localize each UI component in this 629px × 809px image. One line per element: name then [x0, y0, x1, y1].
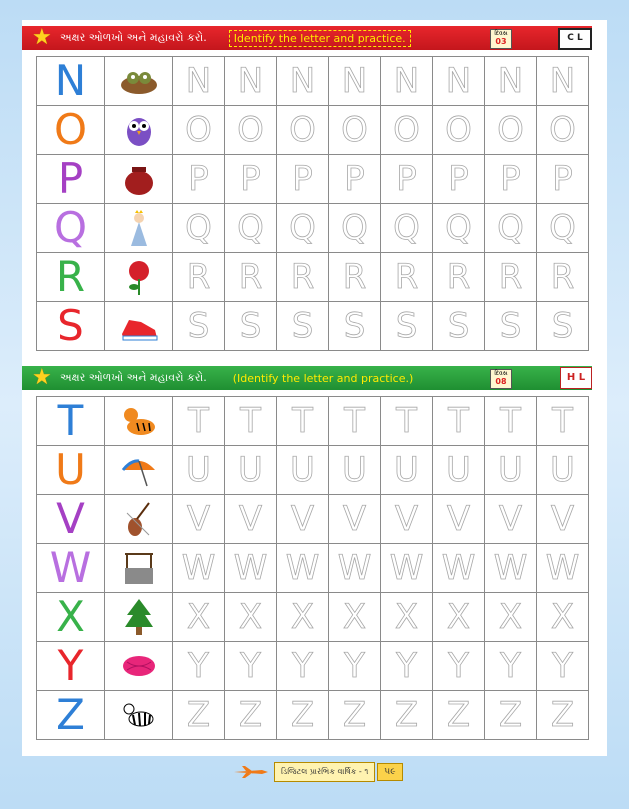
- trace-letter: Z: [550, 695, 575, 735]
- trace-cell[interactable]: [225, 302, 277, 351]
- violin-icon: [119, 499, 159, 539]
- trace-letter: W: [493, 548, 528, 588]
- trace-letter: R: [238, 257, 263, 297]
- picture-cell: [105, 106, 173, 155]
- letter-u: U: [55, 445, 86, 494]
- trace-letter: Y: [396, 646, 417, 686]
- trace-cell[interactable]: [329, 106, 381, 155]
- trace-letter: O: [289, 110, 316, 150]
- trace-letter: P: [188, 159, 209, 199]
- trace-cell[interactable]: [485, 691, 537, 740]
- trace-cell[interactable]: [329, 691, 381, 740]
- trace-cell[interactable]: [225, 495, 277, 544]
- trace-letter: U: [394, 450, 419, 490]
- trace-cell[interactable]: [381, 155, 433, 204]
- trace-letter: X: [446, 597, 471, 637]
- letter-row-y: [37, 642, 589, 691]
- trace-cell[interactable]: [537, 495, 589, 544]
- trace-letter: Q: [549, 208, 576, 248]
- picture-cell: [105, 302, 173, 351]
- trace-letter: Z: [394, 695, 419, 735]
- trace-letter: Y: [500, 646, 521, 686]
- trace-cell[interactable]: [329, 253, 381, 302]
- trace-letter: X: [342, 597, 367, 637]
- letter-row-o: [37, 106, 589, 155]
- picture-cell: [105, 642, 173, 691]
- letter-w: W: [49, 543, 92, 592]
- trace-cell[interactable]: [329, 593, 381, 642]
- page-number: ૫૯: [377, 763, 402, 781]
- trace-letter: Z: [498, 695, 523, 735]
- letter-cell: [37, 155, 105, 204]
- trace-cell[interactable]: [537, 397, 589, 446]
- trace-cell[interactable]: [485, 397, 537, 446]
- trace-cell[interactable]: [329, 155, 381, 204]
- trace-cell[interactable]: [381, 397, 433, 446]
- picture-cell: [105, 397, 173, 446]
- trace-letter: T: [396, 401, 417, 441]
- queen-icon: [119, 208, 159, 248]
- trace-letter: S: [343, 306, 366, 346]
- trace-letter: R: [342, 257, 367, 297]
- trace-letter: V: [238, 499, 263, 539]
- trace-letter: V: [498, 499, 523, 539]
- trace-letter: S: [551, 306, 574, 346]
- yarn-icon: [119, 646, 159, 686]
- trace-cell[interactable]: [433, 57, 485, 106]
- letter-cell: [37, 593, 105, 642]
- trace-letter: P: [448, 159, 469, 199]
- trace-letter: R: [498, 257, 523, 297]
- star-icon: ★: [32, 365, 52, 390]
- trace-cell[interactable]: [537, 593, 589, 642]
- letter-cell: [37, 204, 105, 253]
- trace-letter: Y: [552, 646, 573, 686]
- trace-cell[interactable]: [537, 302, 589, 351]
- trace-letter: O: [393, 110, 420, 150]
- trace-cell[interactable]: [381, 253, 433, 302]
- trace-cell[interactable]: [381, 593, 433, 642]
- trace-letter: Z: [186, 695, 211, 735]
- picture-cell: [105, 544, 173, 593]
- trace-cell[interactable]: [277, 302, 329, 351]
- trace-letter: Y: [448, 646, 469, 686]
- trace-cell[interactable]: [225, 106, 277, 155]
- trace-cell[interactable]: [381, 57, 433, 106]
- trace-letter: T: [188, 401, 209, 441]
- trace-cell[interactable]: [277, 106, 329, 155]
- trace-letter: X: [186, 597, 211, 637]
- trace-letter: N: [237, 61, 264, 101]
- trace-cell[interactable]: [225, 253, 277, 302]
- trace-cell[interactable]: [277, 57, 329, 106]
- trace-cell[interactable]: [537, 446, 589, 495]
- trace-cell[interactable]: [329, 302, 381, 351]
- trace-letter: O: [237, 110, 264, 150]
- trace-cell[interactable]: [277, 204, 329, 253]
- trace-letter: V: [186, 499, 211, 539]
- letter-cell: [37, 397, 105, 446]
- zebra-icon: [119, 695, 159, 735]
- trace-cell[interactable]: [485, 544, 537, 593]
- trace-letter: U: [290, 450, 315, 490]
- trace-letter: N: [185, 61, 212, 101]
- umbrella-icon: [119, 450, 159, 490]
- shoe-icon: [119, 306, 159, 346]
- trace-letter: N: [393, 61, 420, 101]
- trace-cell[interactable]: [329, 204, 381, 253]
- trace-cell[interactable]: [225, 446, 277, 495]
- trace-cell[interactable]: [485, 253, 537, 302]
- trace-cell[interactable]: [329, 495, 381, 544]
- letter-t: T: [57, 396, 84, 445]
- trace-cell[interactable]: [537, 642, 589, 691]
- tiger-icon: [119, 401, 159, 441]
- picture-cell: [105, 155, 173, 204]
- trace-letter: X: [394, 597, 419, 637]
- trace-cell[interactable]: [433, 642, 485, 691]
- trace-cell[interactable]: [277, 253, 329, 302]
- trace-letter: N: [445, 61, 472, 101]
- trace-letter: P: [240, 159, 261, 199]
- trace-letter: Q: [185, 208, 212, 248]
- letter-row-u: [37, 446, 589, 495]
- trace-letter: W: [233, 548, 268, 588]
- trace-letter: Y: [240, 646, 261, 686]
- letter-row-r: [37, 253, 589, 302]
- trace-cell[interactable]: [173, 397, 225, 446]
- letter-row-v: [37, 495, 589, 544]
- trace-letter: W: [181, 548, 216, 588]
- letter-row-s: [37, 302, 589, 351]
- trace-cell[interactable]: [173, 642, 225, 691]
- letter-cell: [37, 106, 105, 155]
- trace-letter: U: [498, 450, 523, 490]
- letter-n: N: [54, 56, 87, 105]
- trace-letter: Y: [188, 646, 209, 686]
- letter-row-p: [37, 155, 589, 204]
- airplane-icon: [232, 765, 270, 779]
- trace-letter: U: [550, 450, 575, 490]
- well-icon: [119, 548, 159, 588]
- trace-cell[interactable]: [485, 155, 537, 204]
- trace-letter: W: [441, 548, 476, 588]
- trace-cell[interactable]: [225, 57, 277, 106]
- trace-cell[interactable]: [173, 593, 225, 642]
- day-box: દિવસ 03: [490, 29, 512, 49]
- trace-cell[interactable]: [381, 302, 433, 351]
- letter-cell: [37, 57, 105, 106]
- trace-cell[interactable]: [173, 155, 225, 204]
- trace-cell[interactable]: [329, 397, 381, 446]
- letter-s: S: [57, 301, 84, 350]
- letter-cell: [37, 691, 105, 740]
- trace-cell[interactable]: [485, 446, 537, 495]
- trace-cell[interactable]: [433, 397, 485, 446]
- trace-cell[interactable]: [173, 691, 225, 740]
- letter-v: V: [56, 494, 85, 543]
- trace-letter: X: [498, 597, 523, 637]
- letter-cell: [37, 302, 105, 351]
- trace-cell[interactable]: [485, 495, 537, 544]
- xmas-tree-icon: [119, 597, 159, 637]
- letter-q: Q: [53, 203, 88, 252]
- trace-cell[interactable]: [277, 544, 329, 593]
- pot-icon: [119, 159, 159, 199]
- trace-cell[interactable]: [173, 495, 225, 544]
- trace-letter: O: [185, 110, 212, 150]
- trace-cell[interactable]: [225, 204, 277, 253]
- trace-letter: Q: [289, 208, 316, 248]
- trace-letter: Q: [445, 208, 472, 248]
- letter-cell: [37, 253, 105, 302]
- trace-cell[interactable]: [537, 544, 589, 593]
- trace-letter: T: [292, 401, 313, 441]
- instruction-english: Identify the letter and practice.: [229, 30, 411, 47]
- trace-letter: X: [290, 597, 315, 637]
- letter-row-z: [37, 691, 589, 740]
- letter-cell: [37, 544, 105, 593]
- instruction-gujarati: અક્ષર ઓળખો અને મહાવરો કરો.: [60, 31, 207, 44]
- trace-letter: W: [285, 548, 320, 588]
- trace-letter: V: [394, 499, 419, 539]
- trace-letter: Q: [341, 208, 368, 248]
- trace-letter: Y: [344, 646, 365, 686]
- trace-cell[interactable]: [433, 495, 485, 544]
- letter-row-x: [37, 593, 589, 642]
- trace-cell[interactable]: [381, 544, 433, 593]
- trace-cell[interactable]: [225, 155, 277, 204]
- letter-o: O: [53, 105, 88, 154]
- badge-cl: C L: [558, 28, 592, 50]
- trace-letter: X: [238, 597, 263, 637]
- trace-letter: Q: [237, 208, 264, 248]
- trace-letter: Q: [497, 208, 524, 248]
- trace-cell[interactable]: [277, 446, 329, 495]
- trace-letter: S: [239, 306, 262, 346]
- letter-row-q: [37, 204, 589, 253]
- nest-icon: [119, 61, 159, 101]
- trace-letter: W: [545, 548, 580, 588]
- trace-cell[interactable]: [329, 642, 381, 691]
- trace-cell[interactable]: [277, 155, 329, 204]
- trace-letter: V: [550, 499, 575, 539]
- trace-letter: S: [447, 306, 470, 346]
- trace-cell[interactable]: [485, 57, 537, 106]
- trace-letter: T: [240, 401, 261, 441]
- trace-cell[interactable]: [225, 544, 277, 593]
- trace-letter: U: [342, 450, 367, 490]
- trace-cell[interactable]: [433, 593, 485, 642]
- trace-cell[interactable]: [277, 593, 329, 642]
- trace-letter: N: [497, 61, 524, 101]
- trace-letter: Z: [290, 695, 315, 735]
- trace-letter: O: [497, 110, 524, 150]
- trace-cell[interactable]: [537, 155, 589, 204]
- trace-cell[interactable]: [433, 302, 485, 351]
- trace-letter: S: [499, 306, 522, 346]
- star-icon: ★: [32, 25, 52, 50]
- trace-cell[interactable]: [433, 106, 485, 155]
- trace-letter: P: [552, 159, 573, 199]
- trace-letter: P: [292, 159, 313, 199]
- letter-row-w: [37, 544, 589, 593]
- letter-cell: [37, 642, 105, 691]
- trace-cell[interactable]: [173, 106, 225, 155]
- trace-letter: X: [550, 597, 575, 637]
- picture-cell: [105, 253, 173, 302]
- trace-cell[interactable]: [381, 204, 433, 253]
- trace-cell[interactable]: [381, 446, 433, 495]
- trace-cell[interactable]: [485, 642, 537, 691]
- trace-letter: W: [389, 548, 424, 588]
- trace-letter: W: [337, 548, 372, 588]
- instruction-english: (Identify the letter and practice.): [232, 371, 414, 385]
- trace-letter: P: [396, 159, 417, 199]
- trace-letter: V: [342, 499, 367, 539]
- picture-cell: [105, 57, 173, 106]
- trace-cell[interactable]: [277, 495, 329, 544]
- trace-letter: T: [344, 401, 365, 441]
- page-footer: [232, 762, 403, 782]
- trace-cell[interactable]: [537, 204, 589, 253]
- trace-cell[interactable]: [433, 155, 485, 204]
- trace-letter: T: [448, 401, 469, 441]
- trace-cell[interactable]: [277, 691, 329, 740]
- day-box: દિવસ 08: [490, 369, 512, 389]
- letter-row-t: [37, 397, 589, 446]
- trace-cell[interactable]: [225, 691, 277, 740]
- trace-cell[interactable]: [225, 642, 277, 691]
- trace-cell[interactable]: [329, 544, 381, 593]
- trace-cell[interactable]: [329, 57, 381, 106]
- tracing-grid-1: [36, 56, 589, 351]
- trace-letter: N: [549, 61, 576, 101]
- trace-cell[interactable]: [433, 253, 485, 302]
- letter-p: P: [57, 154, 84, 203]
- trace-letter: Z: [446, 695, 471, 735]
- trace-cell[interactable]: [225, 593, 277, 642]
- picture-cell: [105, 691, 173, 740]
- trace-cell[interactable]: [485, 302, 537, 351]
- trace-letter: Y: [292, 646, 313, 686]
- instruction-gujarati: અક્ષર ઓળખો અને મહાવરો કરો.: [60, 371, 207, 384]
- section-banner-1: [22, 26, 592, 50]
- trace-letter: O: [341, 110, 368, 150]
- trace-letter: R: [290, 257, 315, 297]
- trace-letter: V: [290, 499, 315, 539]
- trace-letter: Z: [342, 695, 367, 735]
- trace-cell[interactable]: [537, 57, 589, 106]
- trace-cell[interactable]: [485, 593, 537, 642]
- rose-icon: [119, 257, 159, 297]
- trace-letter: N: [341, 61, 368, 101]
- letter-y: Y: [57, 641, 84, 690]
- trace-letter: R: [550, 257, 575, 297]
- trace-cell[interactable]: [173, 204, 225, 253]
- book-title: ડિજિટલ પ્રારંભિક વાર્ષિક - ૧: [274, 762, 375, 782]
- trace-cell[interactable]: [225, 397, 277, 446]
- trace-letter: U: [186, 450, 211, 490]
- tracing-grid-2: [36, 396, 589, 740]
- trace-cell[interactable]: [433, 446, 485, 495]
- section-banner-2: [22, 366, 592, 390]
- trace-cell[interactable]: [381, 106, 433, 155]
- trace-letter: R: [446, 257, 471, 297]
- trace-cell[interactable]: [485, 204, 537, 253]
- trace-letter: S: [187, 306, 210, 346]
- trace-letter: U: [238, 450, 263, 490]
- trace-letter: U: [446, 450, 471, 490]
- trace-cell[interactable]: [381, 691, 433, 740]
- trace-letter: N: [289, 61, 316, 101]
- trace-cell[interactable]: [381, 642, 433, 691]
- trace-cell[interactable]: [329, 446, 381, 495]
- picture-cell: [105, 446, 173, 495]
- trace-letter: O: [445, 110, 472, 150]
- trace-cell[interactable]: [277, 397, 329, 446]
- trace-cell[interactable]: [433, 204, 485, 253]
- badge-hl: H L: [560, 367, 592, 389]
- trace-letter: P: [500, 159, 521, 199]
- trace-cell[interactable]: [173, 302, 225, 351]
- picture-cell: [105, 204, 173, 253]
- trace-cell[interactable]: [485, 106, 537, 155]
- trace-letter: Z: [238, 695, 263, 735]
- trace-letter: R: [394, 257, 419, 297]
- letter-z: Z: [56, 690, 85, 739]
- trace-letter: R: [186, 257, 211, 297]
- letter-cell: [37, 446, 105, 495]
- trace-cell[interactable]: [433, 691, 485, 740]
- picture-cell: [105, 593, 173, 642]
- letter-x: X: [56, 592, 85, 641]
- letter-cell: [37, 495, 105, 544]
- trace-letter: S: [291, 306, 314, 346]
- trace-cell[interactable]: [173, 446, 225, 495]
- trace-letter: T: [500, 401, 521, 441]
- trace-letter: O: [549, 110, 576, 150]
- trace-letter: Q: [393, 208, 420, 248]
- trace-cell[interactable]: [433, 544, 485, 593]
- trace-cell[interactable]: [173, 544, 225, 593]
- picture-cell: [105, 495, 173, 544]
- trace-cell[interactable]: [381, 495, 433, 544]
- trace-letter: S: [395, 306, 418, 346]
- trace-cell[interactable]: [537, 691, 589, 740]
- trace-letter: P: [344, 159, 365, 199]
- trace-cell[interactable]: [277, 642, 329, 691]
- trace-cell[interactable]: [537, 253, 589, 302]
- trace-cell[interactable]: [173, 253, 225, 302]
- trace-letter: V: [446, 499, 471, 539]
- letter-r: R: [55, 252, 86, 301]
- letter-row-n: [37, 57, 589, 106]
- owl-icon: [119, 110, 159, 150]
- trace-cell[interactable]: [173, 57, 225, 106]
- trace-letter: T: [552, 401, 573, 441]
- trace-cell[interactable]: [537, 106, 589, 155]
